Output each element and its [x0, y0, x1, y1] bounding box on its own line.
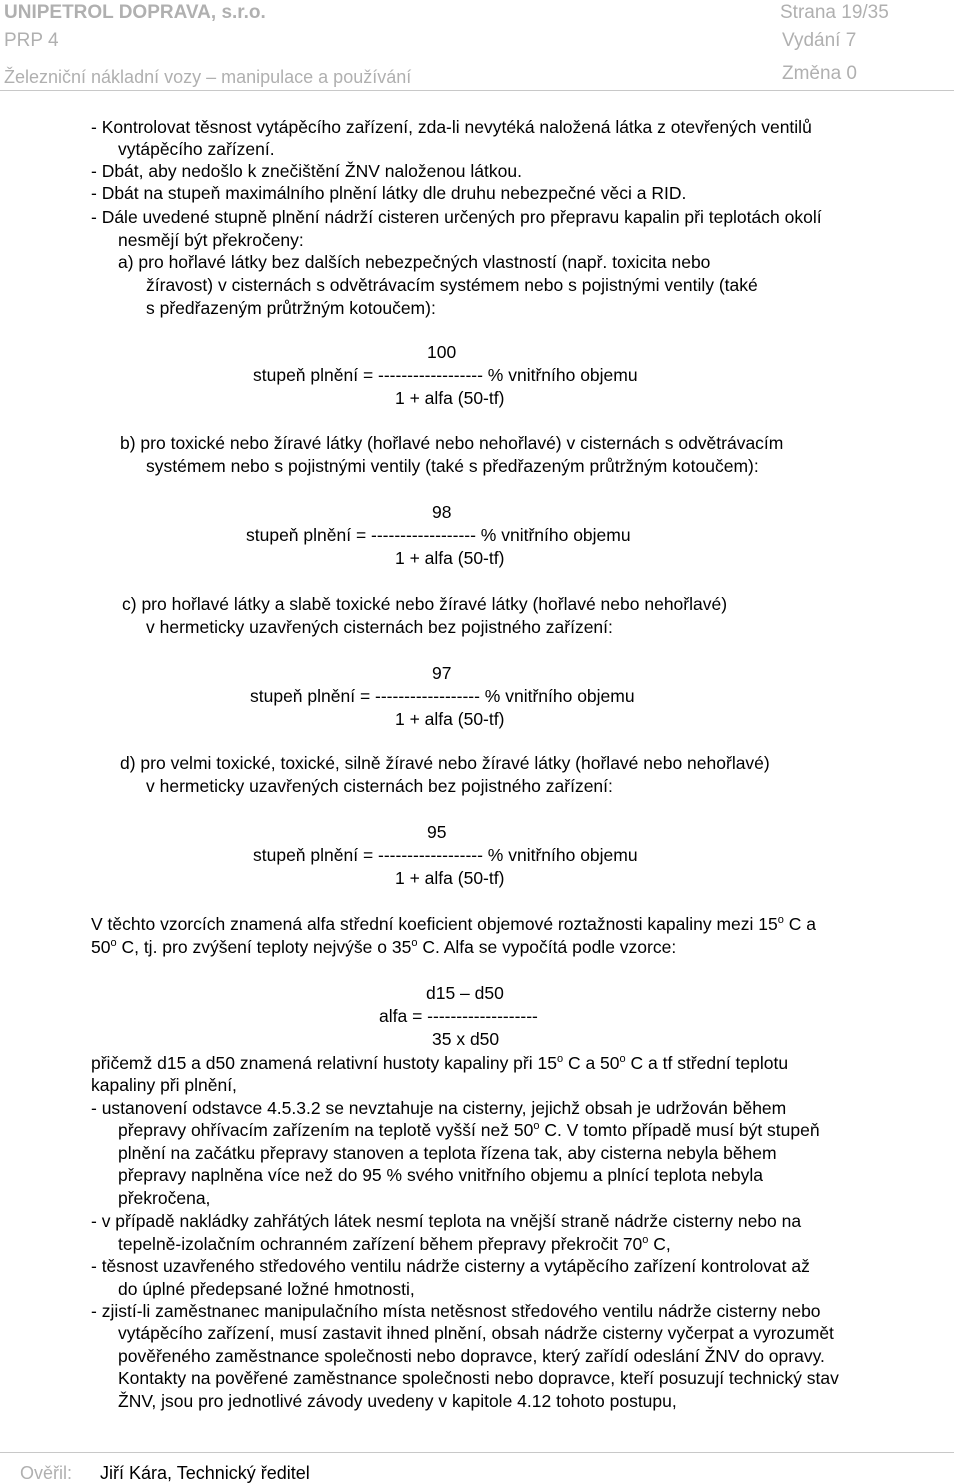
formula-line: stupeň plnění = ------------------ % vnitřního objemu: [246, 525, 631, 545]
text-line: pověřeného zaměstnance společnosti nebo dopravce, který zařídí odeslání ŽNV do opravy.: [118, 1346, 825, 1366]
document-code: PRP 4: [4, 30, 59, 51]
text-line: - těsnost uzavřeného středového ventilu nádrže cisterny a vytápěcího zařízení kontrolovat až: [91, 1256, 810, 1276]
text-line: a) pro hořlavé látky bez dalších nebezpečných vlastností (např. toxicita nebo: [118, 252, 711, 272]
formula-numerator: d15 – d50: [426, 983, 504, 1003]
text-line: vytápěcího zařízení.: [118, 139, 275, 159]
text-line: - ustanovení odstavce 4.5.3.2 se nevztahuje na cisterny, jejichž obsah je udržován během: [91, 1098, 787, 1118]
formula-numerator: 98: [432, 502, 452, 522]
text-line: přepravy ohřívacím zařízením na teplotě vyšší než 50$^o$ C. V tomto případě musí být stupeň: [118, 1120, 820, 1140]
footer-approver: Jiří Kára, Technický ředitel: [100, 1463, 310, 1483]
header-divider: [0, 90, 954, 91]
formula-denominator: 35 x d50: [432, 1029, 500, 1049]
formula-numerator: 100: [427, 342, 457, 362]
formula-denominator: 1 + alfa (50-tf): [395, 709, 505, 729]
text-line: přepravy naplněna více než do 95 % svého vnitřního objemu a plnící teplota nebyla: [118, 1165, 763, 1185]
text-line: - Dbát, aby nedošlo k znečištění ŽNV naloženou látkou.: [91, 161, 522, 181]
formula-numerator: 97: [432, 663, 452, 683]
text-line: - Kontrolovat těsnost vytápěcího zařízení, zda-li nevytéká naložená látka z otevřených ventilů: [91, 117, 812, 137]
page-number: Strana 19/35: [780, 2, 889, 23]
formula-line: alfa = -------------------: [379, 1006, 538, 1026]
footer-label: Ověřil:: [20, 1463, 73, 1483]
text-line: b) pro toxické nebo žíravé látky (hořlavé nebo nehořlavé) v cisternách s odvětrávacím: [120, 433, 784, 453]
text-line: překročena,: [118, 1188, 211, 1208]
text-line: žíravost) v cisternách s odvětrávacím systémem nebo s pojistnými ventily (také: [146, 275, 758, 295]
formula-line: stupeň plnění = ------------------ % vnitřního objemu: [250, 686, 635, 706]
footer-divider: [0, 1452, 954, 1453]
text-line: - Dále uvedené stupně plnění nádrží cisteren určených pro přepravu kapalin při teplotách okolí: [91, 207, 822, 227]
text-line: kapaliny při plnění,: [91, 1075, 237, 1095]
text-line: přičemž d15 a d50 znamená relativní hustoty kapaliny při 15$^o$ C a 50$^o$ C a tf střední teplotu: [91, 1053, 789, 1073]
text-line: systémem nebo s pojistnými ventily (také s předřazeným průtržným kotoučem):: [146, 456, 759, 476]
text-line: - v případě nakládky zahřátých látek nesmí teplota na vnější straně nádrže cisterny nebo na: [91, 1211, 802, 1231]
text-line: Kontakty na pověřené zaměstnance společnosti nebo dopravce, kteří posuzují technický stav: [118, 1368, 839, 1388]
text-line: 50$^o$ C, tj. pro zvýšení teploty nejvýše o 35$^o$ C. Alfa se vypočítá podle vzorce:: [91, 937, 677, 957]
formula-denominator: 1 + alfa (50-tf): [395, 548, 505, 568]
formula-line: stupeň plnění = ------------------ % vnitřního objemu: [253, 845, 638, 865]
text-line: - zjistí-li zaměstnanec manipulačního místa netěsnost středového ventilu nádrže cisterny nebo: [91, 1301, 821, 1321]
text-line: d) pro velmi toxické, toxické, silně žíravé nebo žíravé látky (hořlavé nebo nehořlavé): [120, 753, 770, 773]
text-line: nesmějí být překročeny:: [118, 230, 304, 250]
company-name: UNIPETROL DOPRAVA, s.r.o.: [4, 2, 266, 23]
text-line: - Dbát na stupeň maximálního plnění látky dle druhu nebezpečné věci a RID.: [91, 183, 687, 203]
formula-line: stupeň plnění = ------------------ % vnitřního objemu: [253, 365, 638, 385]
text-line: tepelně-izolačním ochranném zařízení během přepravy překročit 70$^o$ C,: [118, 1234, 671, 1254]
text-line: vytápěcího zařízení, musí zastavit ihned plnění, obsah nádrže cisterny vyčerpat a vyrozumět: [118, 1323, 834, 1343]
document-title: Železniční nákladní vozy – manipulace a používání: [4, 67, 412, 87]
formula-denominator: 1 + alfa (50-tf): [395, 868, 505, 888]
change-number: Změna 0: [782, 63, 857, 84]
formula-denominator: 1 + alfa (50-tf): [395, 388, 505, 408]
text-line: ŽNV, jsou pro jednotlivé závody uvedeny v kapitole 4.12 tohoto postupu,: [118, 1391, 677, 1411]
text-line: do úplné předepsané ložné hmotnosti,: [118, 1279, 415, 1299]
text-line: plnění na začátku přepravy stanoven a teplota řízena tak, aby cisterna nebyla během: [118, 1143, 777, 1163]
text-line: v hermeticky uzavřených cisternách bez pojistného zařízení:: [146, 617, 613, 637]
text-line: v hermeticky uzavřených cisternách bez pojistného zařízení:: [146, 776, 613, 796]
edition: Vydání 7: [782, 30, 857, 51]
text-line: s předřazeným průtržným kotoučem):: [146, 298, 436, 318]
text-line: c) pro hořlavé látky a slabě toxické nebo žíravé látky (hořlavé nebo nehořlavé): [122, 594, 728, 614]
text-line: V těchto vzorcích znamená alfa střední koeficient objemové roztažnosti kapaliny mezi 15$^o$ C a: [91, 914, 816, 934]
formula-numerator: 95: [427, 822, 447, 842]
